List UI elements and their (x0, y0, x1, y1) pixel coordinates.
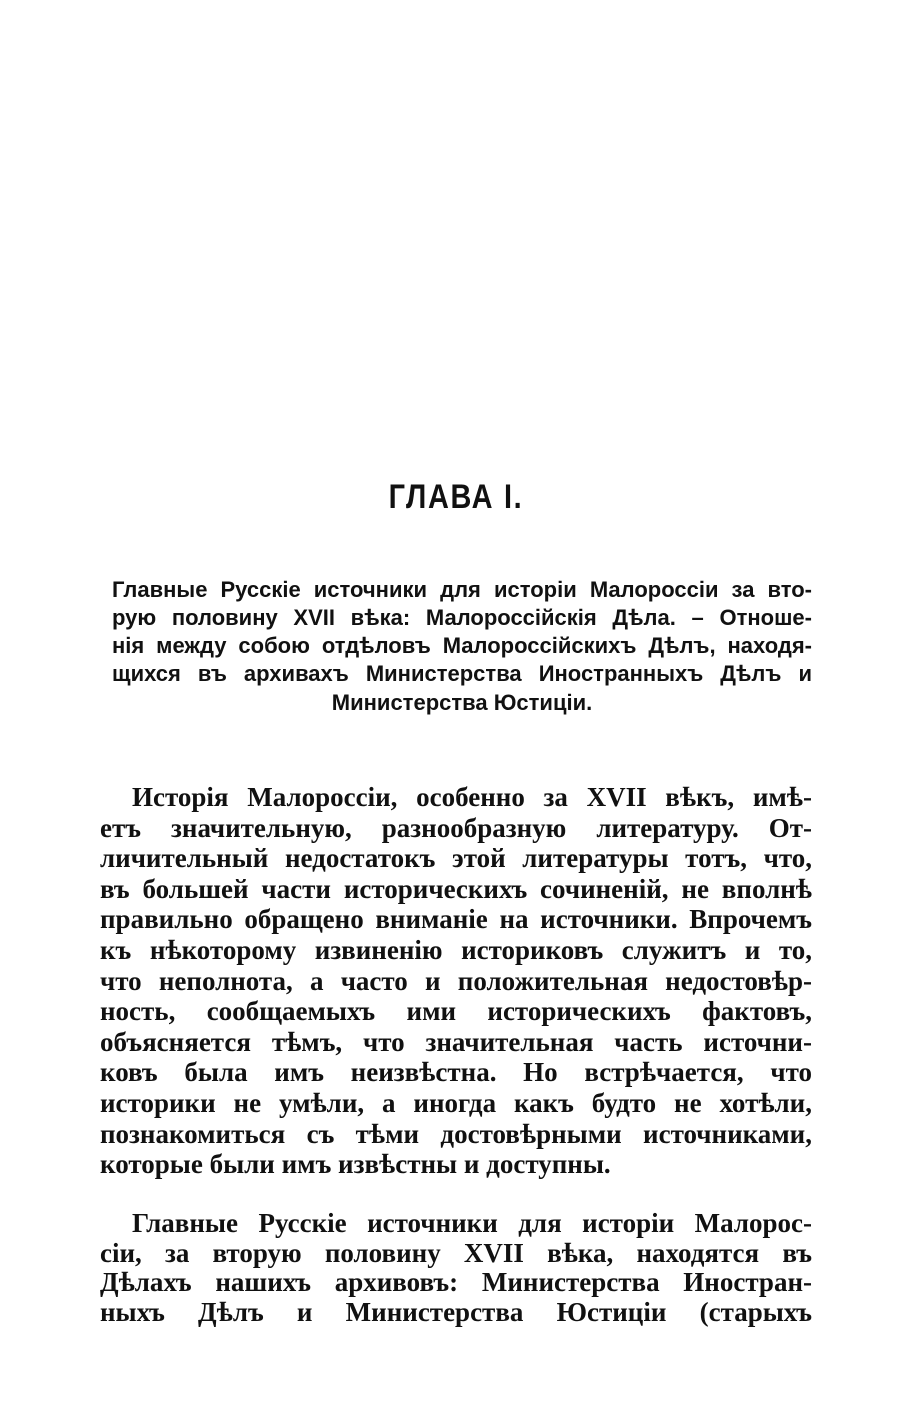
text-line: которые были имъ извѣстны и доступны. (100, 1149, 611, 1180)
text-line: что неполнота, а часто и положительная недостовѣр- (100, 965, 812, 996)
text-line: етъ значительную, разнообразную литературу. От- (100, 812, 812, 843)
summary-line: Главные Русскіе источники для исторіи Малороссіи за вто- (112, 577, 812, 602)
text-line: правильно обращено вниманіе на источники. Впрочемъ (100, 904, 812, 935)
summary-line: нія между собою отдѣловъ Малороссійскихъ Дѣлъ, находя- (112, 633, 812, 658)
summary-line: щихся въ архивахъ Министерства Иностранныхъ Дѣлъ и (112, 661, 812, 686)
text-line: Главные Русскіе источники для исторіи Малорос- (132, 1208, 812, 1238)
text-line: познакомиться съ тѣми достовѣрными источниками, (100, 1118, 812, 1149)
summary-line: рую половину XVII вѣка: Малороссійскія Дѣла. – Отноше- (112, 605, 812, 630)
text-line: Дѣлахъ нашихъ архивовъ: Министерства Иностран- (100, 1267, 812, 1297)
text-line: историки не умѣли, а иногда какъ будто не хотѣли, (100, 1088, 812, 1118)
text-line: ковъ была имъ неизвѣстна. Но встрѣчается, что (100, 1057, 812, 1088)
text-line: ность, сообщаемыхъ ими историческихъ фактовъ, (100, 996, 812, 1027)
text-line: сіи, за вторую половину XVII вѣка, находятся въ (100, 1237, 812, 1268)
chapter-title: ГЛАВА I. (388, 478, 524, 516)
text-line: ныхъ Дѣлъ и Министерства Юстиціи (старыхъ (100, 1296, 812, 1327)
text-line: Исторія Малороссіи, особенно за XVII вѣкъ, имѣ- (132, 782, 812, 812)
text-line: въ большей части историческихъ сочиненій, не вполнѣ (100, 873, 812, 904)
text-line: къ нѣкоторому извиненію историковъ служитъ и то, (100, 935, 812, 965)
text-line: личительный недостатокъ этой литературы тотъ, что, (100, 843, 812, 874)
text-line: объясняется тѣмъ, что значительная часть источни- (100, 1026, 812, 1057)
summary-line: Министерства Юстиціи. (331, 690, 593, 715)
